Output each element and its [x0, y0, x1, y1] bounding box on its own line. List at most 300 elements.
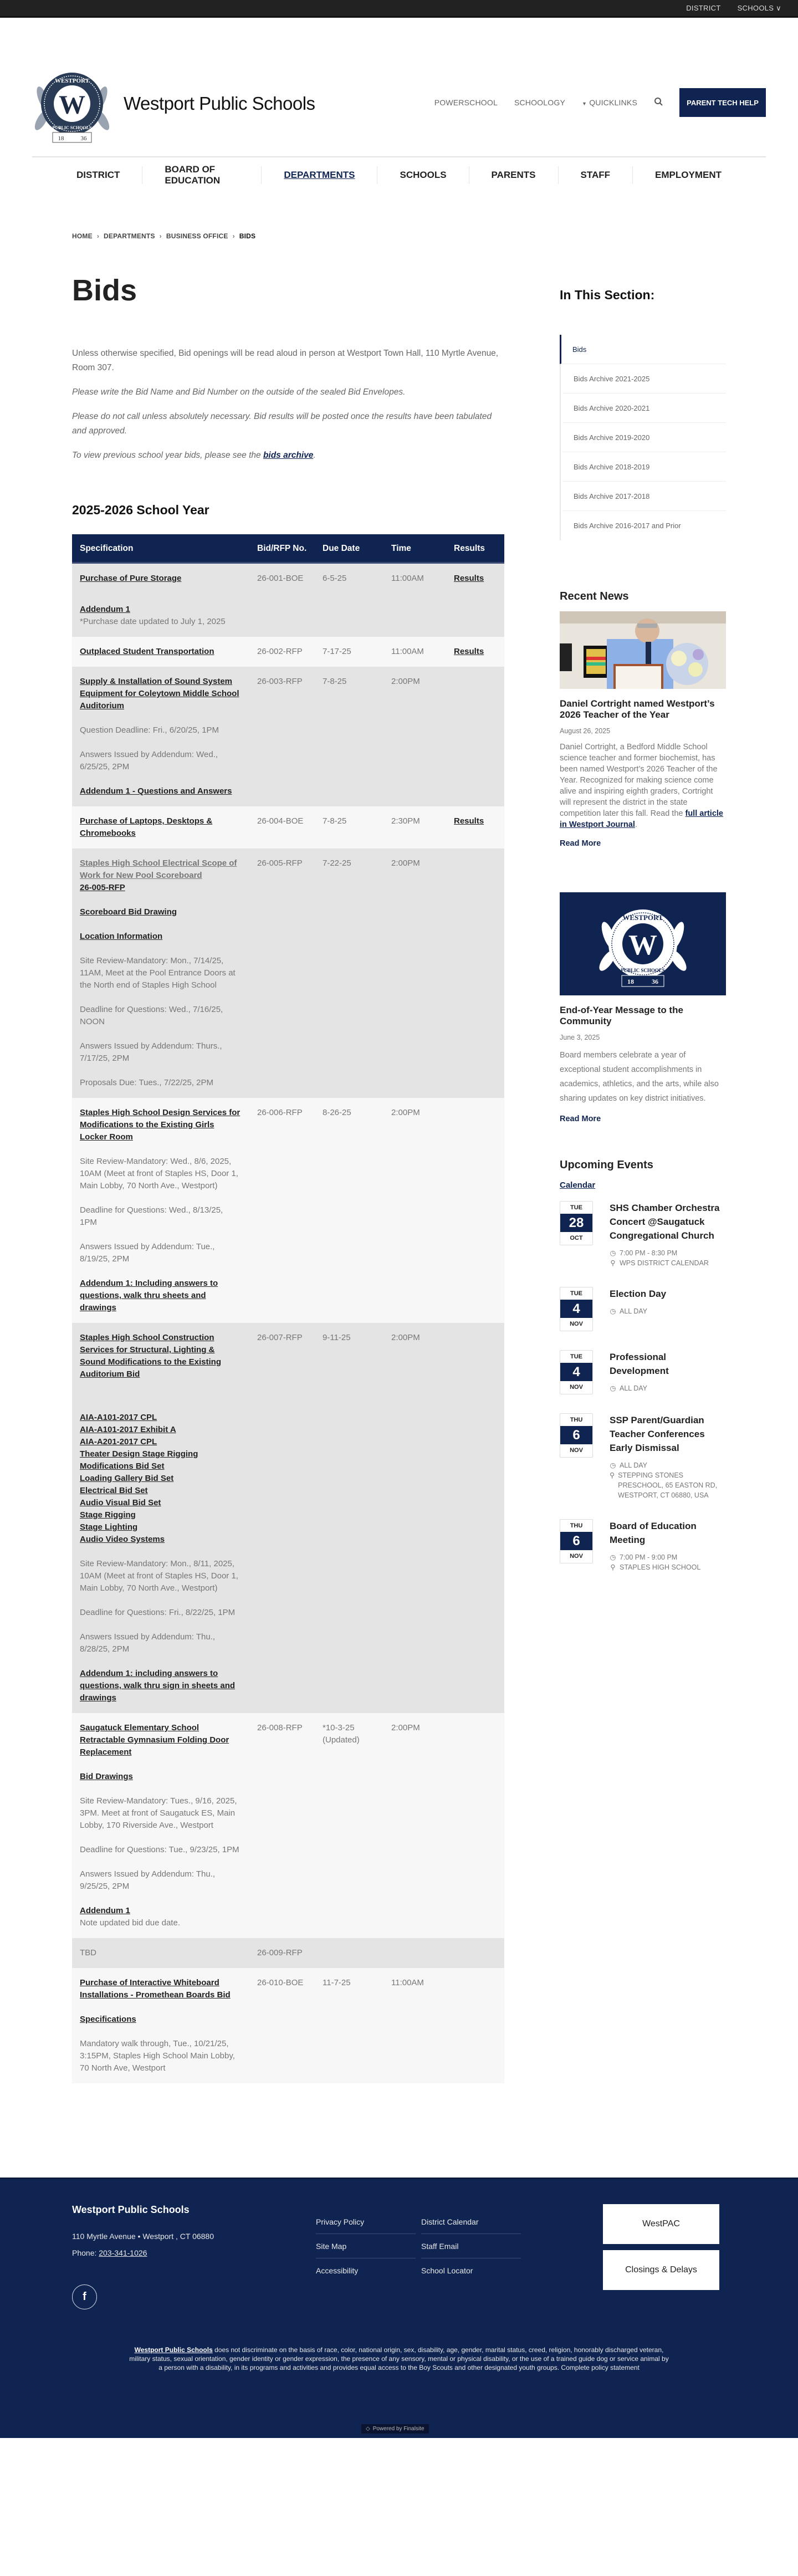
event-weekday: THU	[570, 1417, 583, 1423]
event-weekday: TUE	[570, 1353, 582, 1360]
spacer	[80, 1143, 242, 1156]
cell-specification	[72, 806, 249, 849]
spacer	[80, 1265, 242, 1277]
event-meta	[610, 1383, 726, 1393]
spacer	[80, 1594, 242, 1607]
utility-nav	[434, 88, 766, 117]
event-day: 28	[560, 1214, 592, 1232]
spacer	[80, 1546, 242, 1558]
footer-links-col2	[421, 2210, 521, 2283]
section-item-archive-2016-2017-prior[interactable]: Bids Archive 2016-2017 and Prior	[574, 522, 681, 530]
event-meta	[610, 1460, 726, 1500]
event-info	[610, 1287, 666, 1331]
svg-text:36: 36	[652, 978, 658, 985]
utility-topbar	[0, 0, 798, 18]
event-location-row	[610, 1258, 726, 1268]
bid-title-link[interactable]: Purchase of Pure Storage	[80, 574, 182, 583]
cell-bid-number: 26-008-RFP	[249, 1713, 315, 1938]
upcoming-events-heading: Upcoming Events	[560, 1159, 653, 1171]
news-summary: Board members celebrate a year of exceptional student accomplishments in academics, athletics, and the arts, while also sharing updates on key district initiatives.	[560, 1051, 719, 1103]
event-time: ALL DAY	[620, 1307, 648, 1315]
bid-note: Answers Issued by Addendum: Thu., 9/25/25, 2PM	[80, 1869, 216, 1891]
powered-by-finalsite[interactable]	[361, 2424, 429, 2434]
section-item-archive-2019-2020[interactable]: Bids Archive 2019-2020	[562, 423, 726, 452]
news-summary-text: Daniel Cortright, a Bedford Middle School science teacher and former biochemist, has been named Westport’s 2026 Teacher of the Year. Recognized for making science come alive and inspiring eighth graders, Cortright will represent the district in the state competition later this fall. Read the	[560, 743, 718, 818]
clock-icon: ◷	[610, 1249, 616, 1257]
bid-document-link[interactable]: Scoreboard Bid Drawing	[80, 907, 177, 917]
bid-title-link[interactable]: Saugatuck Elementary School Retractable Gymnasium Folding Door Replacement	[80, 1723, 229, 1757]
cell-bid-number: 26-006-RFP	[249, 1098, 315, 1323]
cell-results	[446, 1968, 504, 2083]
bid-note: Deadline for Questions: Fri., 8/22/25, 1PM	[80, 1608, 236, 1617]
nav-departments[interactable]: DEPARTMENTS	[262, 166, 377, 184]
spacer	[80, 1229, 242, 1241]
news-title[interactable]: Daniel Cortright named Westport’s 2026 Teacher of the Year	[560, 698, 715, 720]
breadcrumb-home[interactable]: HOME	[72, 232, 93, 240]
news-item	[560, 892, 726, 1123]
map-pin-icon: ⚲	[610, 1471, 615, 1479]
topbar-district-link[interactable]: DISTRICT	[686, 4, 721, 12]
event-time-row	[610, 1552, 726, 1562]
table-row	[72, 849, 504, 1098]
table-row	[72, 1098, 504, 1323]
bid-document-link[interactable]: Stage Rigging	[80, 1510, 136, 1520]
bid-document-link[interactable]: Audio Visual Bid Set	[80, 1498, 161, 1507]
spacer	[80, 1381, 242, 1399]
event-date-badge	[560, 1201, 593, 1245]
cell-specification	[72, 1938, 249, 1968]
cell-due-date: 9-11-25	[315, 1323, 383, 1713]
bid-document-link[interactable]: AIA-A101-2017 Exhibit A	[80, 1425, 176, 1434]
site-title: Westport Public Schools	[124, 93, 315, 114]
spacer	[80, 773, 242, 785]
powerschool-link[interactable]: POWERSCHOOL	[434, 98, 498, 107]
topbar-schools-label: SCHOOLS	[737, 3, 774, 12]
event-meta	[610, 1248, 726, 1268]
news-item	[560, 611, 726, 848]
bid-note: Deadline for Questions: Wed., 7/16/25, NOON	[80, 1005, 223, 1026]
cell-due-date	[315, 1938, 383, 1968]
nondiscrimination-statement	[127, 2345, 671, 2372]
spacer	[80, 1893, 242, 1905]
spacer	[80, 1192, 242, 1204]
cell-results	[446, 637, 504, 667]
cell-due-date: 7-17-25	[315, 637, 383, 667]
cell-bid-number: 26-002-RFP	[249, 637, 315, 667]
spacer	[80, 737, 242, 749]
closings-delays-button[interactable]: Closings & Delays	[603, 2250, 719, 2290]
event-time: ALL DAY	[620, 1461, 648, 1469]
phone-label: Phone:	[72, 2248, 99, 2257]
spacer	[80, 1783, 242, 1795]
bid-note: Site Review-Mandatory: Mon., 7/14/25, 11AM, Meet at the Pool Entrance Doors at the North end of Staples High School	[80, 956, 236, 990]
breadcrumb-business-office[interactable]: BUSINESS OFFICE	[166, 232, 228, 240]
col-bid-number: Bid/RFP No.	[249, 534, 315, 563]
cell-results	[446, 563, 504, 637]
spacer	[80, 585, 242, 604]
event-day: 6	[560, 1532, 592, 1550]
section-nav	[560, 335, 726, 540]
school-locator-link[interactable]: School Locator	[421, 2266, 473, 2275]
site-map-link[interactable]: Site Map	[316, 2234, 416, 2258]
cell-results	[446, 1098, 504, 1323]
event-time: 7:00 PM - 8:30 PM	[620, 1249, 678, 1257]
intro-text-prefix: To view previous school year bids, please see the	[72, 451, 263, 460]
bid-note: Deadline for Questions: Tue., 9/23/25, 1PM	[80, 1845, 239, 1854]
spacer	[80, 712, 242, 724]
bid-note: Site Review-Mandatory: Mon., 8/11, 2025, 10AM (Meet at front of Staples HS, Door 1, Main Lobby, 70 North Ave., Westport)	[80, 1559, 238, 1593]
cell-due-date: *10-3-25 (Updated)	[315, 1713, 383, 1938]
section-item-archive-2017-2018[interactable]: Bids Archive 2017-2018	[562, 482, 726, 511]
col-results: Results	[446, 534, 504, 563]
cell-time: 11:00AM	[383, 563, 446, 637]
cell-results	[446, 849, 504, 1098]
footer-phone	[72, 2248, 147, 2257]
cell-due-date: 7-22-25	[315, 849, 383, 1098]
svg-text:W: W	[59, 90, 85, 120]
cell-time: 2:30PM	[383, 806, 446, 849]
full-article-link[interactable]: full article in Westport Journal	[560, 809, 723, 829]
clock-icon: ◷	[610, 1461, 616, 1469]
nav-parents[interactable]: PARENTS	[469, 166, 559, 184]
cell-time	[383, 1938, 446, 1968]
event-location: STEPPING STONES PRESCHOOL, 65 EASTON RD, WESTPORT, CT 06880, USA	[618, 1471, 718, 1499]
calendar-link[interactable]: Calendar	[560, 1180, 596, 1190]
event-time: 7:00 PM - 9:00 PM	[620, 1553, 678, 1561]
accessibility-link[interactable]: Accessibility	[316, 2266, 359, 2275]
spacer	[80, 1759, 242, 1771]
col-due-date: Due Date	[315, 534, 383, 563]
event-day: 6	[560, 1426, 592, 1444]
bid-document-link[interactable]: Loading Gallery Bid Set	[80, 1474, 174, 1483]
cell-bid-number: 26-001-BOE	[249, 563, 315, 637]
bid-note: Mandatory walk through, Tue., 10/21/25, 3:15PM, Staples High School Main Lobby, 70 North Ave, Westport	[80, 2039, 235, 2073]
svg-text:18: 18	[58, 135, 64, 142]
breadcrumb-current: BIDS	[239, 232, 256, 240]
event-month: NOV	[570, 1321, 583, 1327]
intro-text	[72, 346, 504, 463]
schoology-link[interactable]: SCHOOLOGY	[514, 98, 565, 107]
event-day: 4	[560, 1300, 592, 1318]
bid-title: Staples High School Electrical Scope of Work for New Pool Scoreboard	[80, 858, 237, 880]
bid-document-link[interactable]: Location Information	[80, 932, 163, 941]
event-title[interactable]: SHS Chamber Orchestra Concert @Saugatuck Congregational Church	[610, 1203, 720, 1241]
cell-due-date: 11-7-25	[315, 1968, 383, 2083]
sidebar	[560, 232, 726, 2083]
event-item	[560, 1519, 726, 1572]
results-link[interactable]: Results	[454, 647, 484, 656]
cell-results	[446, 1323, 504, 1713]
event-weekday: TUE	[570, 1204, 582, 1211]
bid-note: Site Review-Mandatory: Tues., 9/16, 2025, 3PM. Meet at front of Saugatuck ES, Main Lobby, 170 Riverside Ave., Westport	[80, 1796, 237, 1830]
event-title[interactable]: Board of Education Meeting	[610, 1521, 697, 1545]
event-time-row	[610, 1460, 726, 1470]
intro-paragraph: Please do not call unless absolutely necessary. Bid results will be posted once the results have been tabulated and approved.	[72, 412, 492, 436]
legal-wps-link[interactable]: Westport Public Schools	[134, 2346, 213, 2354]
crest-logo-icon	[30, 59, 114, 148]
nav-employment[interactable]: EMPLOYMENT	[655, 169, 722, 180]
cell-bid-number: 26-009-RFP	[249, 1938, 315, 1968]
intro-text-suffix: .	[313, 451, 316, 460]
cell-specification	[72, 1713, 249, 1938]
event-item	[560, 1201, 726, 1268]
recent-news-heading: Recent News	[560, 590, 629, 602]
event-title[interactable]: Professional Development	[610, 1352, 669, 1376]
event-date-badge	[560, 1287, 593, 1331]
table-row	[72, 806, 504, 849]
event-time-row	[610, 1306, 666, 1316]
bid-title-link[interactable]: Purchase of Interactive Whiteboard Installations - Promethean Boards Bid	[80, 1978, 231, 2000]
spacer	[80, 2026, 242, 2038]
bid-document-link[interactable]: 26-005-RFP	[80, 883, 125, 892]
news-photo-crest[interactable]	[560, 892, 726, 995]
results-link[interactable]: Results	[454, 816, 484, 826]
news-summary	[560, 742, 726, 830]
cell-results	[446, 806, 504, 849]
event-time: ALL DAY	[620, 1384, 648, 1392]
site-footer	[0, 2178, 798, 2438]
bid-document-link[interactable]: Addendum 1: Including answers to questions, walk thru sheets and drawings	[80, 1279, 218, 1312]
spacer	[80, 943, 242, 955]
district-calendar-link[interactable]: District Calendar	[421, 2210, 521, 2234]
event-time-row	[610, 1383, 726, 1393]
spacer	[80, 1028, 242, 1040]
search-icon[interactable]	[654, 97, 663, 109]
cell-specification	[72, 849, 249, 1098]
cell-due-date: 8-26-25	[315, 1098, 383, 1323]
read-more-link[interactable]: Read More	[560, 1115, 601, 1123]
event-month: NOV	[570, 1553, 583, 1560]
spacer	[80, 1655, 242, 1668]
event-location: WPS DISTRICT CALENDAR	[620, 1259, 709, 1267]
bid-note: Note updated bid due date.	[80, 1918, 180, 1928]
spacer	[80, 2001, 242, 2013]
event-time-row	[610, 1248, 726, 1258]
cell-time: 11:00AM	[383, 1968, 446, 2083]
map-pin-icon: ⚲	[610, 1563, 616, 1571]
quicklinks-dropdown[interactable]	[582, 98, 637, 107]
event-location-row	[610, 1562, 726, 1572]
parent-tech-help-button[interactable]: PARENT TECH HELP	[679, 88, 766, 117]
spacer	[80, 894, 242, 906]
bid-document-link[interactable]: Specifications	[80, 2015, 136, 2024]
spacer	[80, 1065, 242, 1077]
bid-title-link[interactable]: Supply & Installation of Sound System Equipment for Coleytown Middle School Auditorium	[80, 677, 239, 711]
event-month: OCT	[570, 1235, 583, 1241]
cell-time: 2:00PM	[383, 1713, 446, 1938]
section-item-archive-2018-2019[interactable]: Bids Archive 2018-2019	[562, 452, 726, 482]
bid-note: Proposals Due: Tues., 7/22/25, 2PM	[80, 1078, 213, 1087]
nav-district[interactable]: DISTRICT	[54, 166, 142, 184]
section-item-bids[interactable]: Bids	[560, 335, 726, 364]
intro-paragraph	[72, 448, 504, 463]
bid-document-link[interactable]: Bid Drawings	[80, 1772, 133, 1781]
clock-icon: ◷	[610, 1553, 616, 1561]
clock-icon: ◷	[610, 1384, 616, 1392]
bids-table-body	[72, 563, 504, 2084]
bid-title: TBD	[80, 1948, 96, 1957]
cell-specification	[72, 1968, 249, 2083]
main-content	[72, 232, 504, 2083]
footer-links-col1	[316, 2210, 416, 2283]
intro-paragraph: Unless otherwise specified, Bid openings will be read aloud in person at Westport Town Hall, 110 Myrtle Avenue, Room 307.	[72, 349, 499, 372]
nav-staff[interactable]: STAFF	[559, 166, 633, 184]
results-link[interactable]: Results	[454, 574, 484, 583]
event-title[interactable]: Election Day	[610, 1289, 667, 1299]
table-row	[72, 667, 504, 806]
bid-document-link[interactable]: Addendum 1	[80, 1906, 130, 1915]
in-this-section-heading: In This Section:	[560, 288, 655, 302]
spacer	[80, 1619, 242, 1631]
bid-document-link[interactable]: AIA-A201-2017 CPL	[80, 1437, 157, 1447]
bid-note: Answers Issued by Addendum: Thurs., 7/17/25, 2PM	[80, 1041, 222, 1063]
event-item	[560, 1413, 726, 1500]
bid-note: Deadline for Questions: Wed., 8/13/25, 1PM	[80, 1205, 223, 1227]
bid-document-link[interactable]: Addendum 1	[80, 605, 130, 614]
bid-document-link[interactable]: Theater Design Stage Rigging Modifications Bid Set	[80, 1449, 198, 1471]
col-time: Time	[383, 534, 446, 563]
spacer	[80, 1399, 242, 1412]
svg-text:18: 18	[627, 978, 634, 985]
bid-title-link[interactable]: Outplaced Student Transportation	[80, 647, 214, 656]
table-row	[72, 1968, 504, 2083]
cell-due-date: 7-8-25	[315, 667, 383, 806]
cell-bid-number: 26-010-BOE	[249, 1968, 315, 2083]
bids-table	[72, 534, 504, 2083]
bid-note: Answers Issued by Addendum: Thu., 8/28/25, 2PM	[80, 1632, 216, 1654]
bid-title-link[interactable]: Purchase of Laptops, Desktops & Chromebooks	[80, 816, 213, 838]
phone-link[interactable]: 203-341-1026	[99, 2248, 147, 2257]
cell-time: 2:00PM	[383, 1323, 446, 1713]
section-item-archive-2020-2021[interactable]: Bids Archive 2020-2021	[562, 393, 726, 423]
bid-note: Question Deadline: Fri., 6/20/25, 1PM	[80, 725, 219, 735]
spacer	[80, 991, 242, 1004]
table-row	[72, 1938, 504, 1968]
table-row	[72, 563, 504, 637]
cell-due-date: 6-5-25	[315, 563, 383, 637]
cell-results	[446, 1938, 504, 1968]
bid-document-link[interactable]: Electrical Bid Set	[80, 1486, 148, 1495]
chevron-right-icon: ›	[232, 232, 235, 240]
cell-specification	[72, 637, 249, 667]
facebook-icon[interactable]: f	[72, 2284, 97, 2309]
event-info	[610, 1519, 726, 1572]
cell-bid-number: 26-007-RFP	[249, 1323, 315, 1713]
bid-document-link[interactable]: AIA-A101-2017 CPL	[80, 1413, 157, 1422]
site-header	[0, 18, 798, 156]
nav-schools[interactable]: SCHOOLS	[377, 166, 469, 184]
cell-bid-number: 26-005-RFP	[249, 849, 315, 1098]
cell-specification	[72, 667, 249, 806]
footer-address: 110 Myrtle Avenue • Westport , CT 06880	[72, 2232, 214, 2241]
spacer	[80, 1832, 242, 1844]
bid-note: Site Review-Mandatory: Wed., 8/6, 2025, 10AM (Meet at front of Staples HS, Door 1, Main Lobby, 70 North Ave., Westport)	[80, 1157, 238, 1190]
cell-specification	[72, 1098, 249, 1323]
event-day: 4	[560, 1363, 592, 1381]
spacer	[80, 1856, 242, 1868]
cell-results	[446, 1713, 504, 1938]
page-title: Bids	[72, 274, 137, 307]
event-meta	[610, 1552, 726, 1572]
svg-text:PUBLIC SCHOOLS: PUBLIC SCHOOLS	[621, 968, 665, 973]
news-photo-teacher[interactable]	[560, 611, 726, 689]
event-item	[560, 1350, 726, 1394]
cell-results	[446, 667, 504, 806]
bids-archive-link[interactable]: bids archive	[263, 451, 314, 460]
bid-note: *Purchase date updated to July 1, 2025	[80, 617, 226, 626]
cell-specification	[72, 1323, 249, 1713]
cell-due-date: 7-8-25	[315, 806, 383, 849]
table-row	[72, 1713, 504, 1938]
event-location-row	[610, 1470, 726, 1500]
svg-text:W: W	[628, 929, 657, 961]
event-date-badge	[560, 1519, 593, 1563]
topbar-schools-dropdown[interactable]	[738, 4, 781, 13]
event-weekday: THU	[570, 1522, 583, 1529]
news-date: June 3, 2025	[560, 1034, 600, 1041]
westpac-button[interactable]: WestPAC	[603, 2204, 719, 2244]
spacer	[80, 918, 242, 931]
event-month: NOV	[570, 1447, 583, 1454]
privacy-policy-link[interactable]: Privacy Policy	[316, 2210, 416, 2234]
bid-document-link[interactable]: Audio Video Systems	[80, 1535, 165, 1544]
news-title[interactable]: End-of-Year Message to the Community	[560, 1005, 683, 1026]
quicklinks-label: QUICKLINKS	[589, 98, 637, 107]
event-item	[560, 1287, 726, 1331]
bid-title-link[interactable]: Staples High School Construction Services for Structural, Lighting & Sound Modifications to the Existing Auditorium Bid	[80, 1333, 221, 1379]
event-meta	[610, 1306, 666, 1316]
main-nav	[32, 156, 766, 192]
event-info	[610, 1350, 726, 1394]
section-item-archive-2021-2025[interactable]: Bids Archive 2021-2025	[562, 364, 726, 393]
bid-document-link[interactable]: Addendum 1: including answers to questions, walk thru sign in sheets and drawings	[80, 1669, 236, 1703]
table-row	[72, 637, 504, 667]
cell-time: 2:00PM	[383, 667, 446, 806]
bid-title-link[interactable]: Staples High School Design Services for Modifications to the Existing Girls Locker Room	[80, 1108, 241, 1142]
read-more-link[interactable]: Read More	[560, 839, 601, 848]
bid-document-link[interactable]: Stage Lighting	[80, 1522, 138, 1532]
caret-down-icon: ▼	[581, 101, 587, 106]
intro-paragraph: Please write the Bid Name and Bid Number on the outside of the sealed Bid Envelopes.	[72, 387, 406, 397]
breadcrumb-departments[interactable]: DEPARTMENTS	[104, 232, 155, 240]
cell-specification	[72, 563, 249, 637]
cell-time: 2:00PM	[383, 1098, 446, 1323]
svg-text:WESTPORT: WESTPORT	[622, 913, 663, 922]
event-info	[610, 1413, 726, 1500]
event-title[interactable]: SSP Parent/Guardian Teacher Conferences Early Dismissal	[610, 1415, 705, 1453]
svg-text:WESTPORT: WESTPORT	[55, 78, 89, 84]
nav-board-of-education[interactable]: BOARD OF EDUCATION	[142, 166, 262, 184]
finalsite-logo-icon: ◇	[366, 2426, 370, 2432]
clock-icon: ◷	[610, 1307, 616, 1315]
chevron-right-icon: ›	[159, 232, 162, 240]
footer-title: Westport Public Schools	[72, 2204, 190, 2215]
event-location: STAPLES HIGH SCHOOL	[620, 1563, 701, 1571]
school-year-heading: 2025-2026 School Year	[72, 503, 209, 517]
event-date-badge	[560, 1350, 593, 1394]
staff-email-link[interactable]: Staff Email	[421, 2234, 521, 2258]
svg-text:PUBLIC SCHOOLS: PUBLIC SCHOOLS	[52, 125, 92, 130]
site-logo-link[interactable]	[30, 59, 315, 148]
col-specification: Specification	[72, 534, 249, 563]
legal-text: does not discriminate on the basis of race, color, national origin, sex, disability, age, gender, marital status, creed, religion, honorably discharged veteran, military status, sexual orientation, gender identity or gender expression, the presence of any sensory, mental or physical disability, or the use of a trained guide dog or service animal by a person with a disability, in its programs and activities and provides equal access to the Boy Scouts and other designated youth groups. Complete policy statement	[129, 2346, 669, 2371]
svg-text:36: 36	[80, 135, 87, 142]
cell-time: 2:00PM	[383, 849, 446, 1098]
breadcrumb	[72, 232, 504, 240]
event-weekday: TUE	[570, 1290, 582, 1297]
bid-document-link[interactable]: Addendum 1 - Questions and Answers	[80, 786, 232, 796]
cell-bid-number: 26-004-BOE	[249, 806, 315, 849]
